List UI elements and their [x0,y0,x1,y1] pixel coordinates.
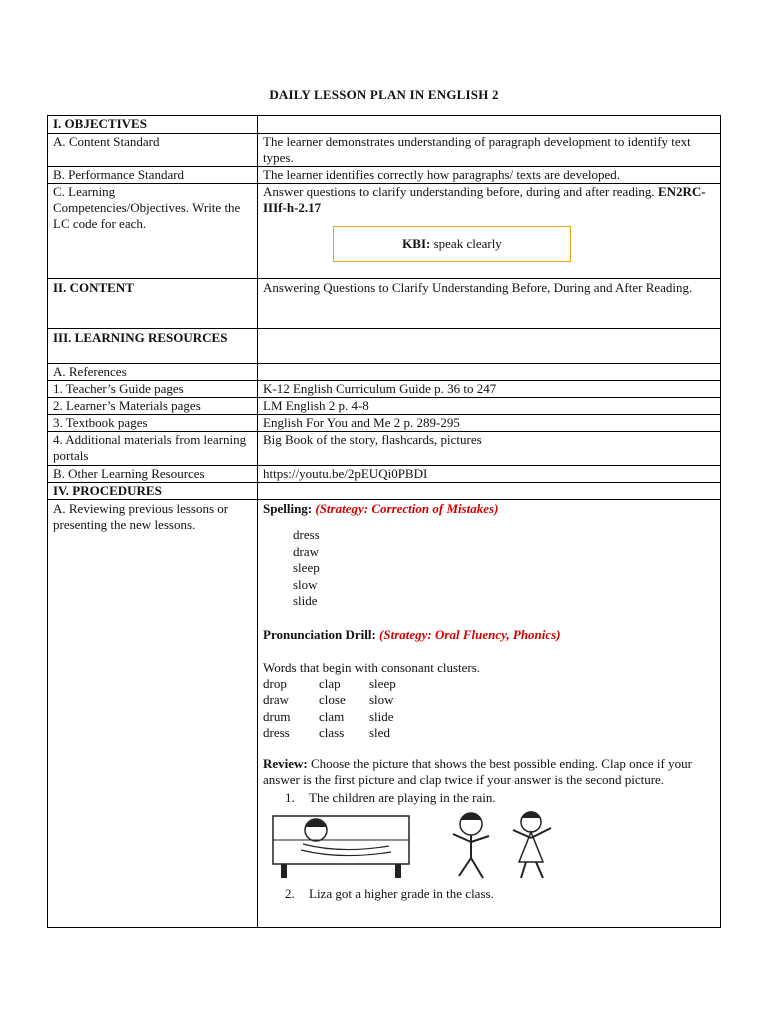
list-item: sleep [369,675,396,691]
kbi-label: KBI: [402,236,431,251]
document-title: DAILY LESSON PLAN IN ENGLISH 2 [269,87,499,102]
empty-cell [258,329,721,364]
table-row [48,500,721,928]
list-item: close [319,692,346,707]
empty-cell [258,364,721,381]
consonant-cluster-grid [263,676,715,742]
review-pictures [263,806,715,886]
table-row [48,167,721,184]
table-row [48,184,721,279]
list-item: dress [293,527,320,542]
competencies-value: Answer questions to clarify understanding before, during and after reading. [263,184,655,199]
learners-materials-value: LM English 2 p. 4-8 [258,398,721,415]
pronunciation-line [263,627,715,643]
spelling-label: Spelling: [263,501,313,516]
list-item: drum [263,708,291,724]
additional-materials-label: 4. Additional materials from learning portals [48,432,258,466]
pronunciation-intro: Words that begin with consonant clusters. [263,659,481,675]
spelling-strategy: (Strategy: Correction of Mistakes) [315,501,499,516]
table-row [48,116,721,134]
table-row [48,432,721,466]
list-item: sled [369,725,390,740]
list-item: draw [293,543,319,559]
review-paragraph [263,756,715,788]
reviewing-cell [258,500,721,928]
other-resources-link[interactable]: https://youtu.be/2pEUQi0PBDI [258,466,721,483]
textbook-value: English For You and Me 2 p. 289-295 [258,415,721,432]
lesson-plan-table [47,115,721,928]
spelling-line [263,501,715,517]
performance-standard-label: B. Performance Standard [48,167,258,184]
table-row [48,415,721,432]
children-dancing-picture [431,806,571,884]
review-text: Choose the picture that shows the best possible ending. Clap once if your answer is the first picture and clap twice if your answer is the second picture. [263,755,692,787]
learners-materials-label: 2. Learner’s Materials pages [48,398,258,415]
item-number: 1. [285,789,295,805]
table-row [48,279,721,329]
list-item: sleep [293,560,320,575]
references-label: A. References [48,364,258,381]
table-row [48,134,721,167]
other-resources-label: B. Other Learning Resources [48,466,258,483]
learning-resources-heading: III. LEARNING RESOURCES [48,329,258,364]
reviewing-label: A. Reviewing previous lessons or presenting the new lessons. [48,500,258,928]
list-item: draw [263,692,289,707]
item-number: 2. [285,885,295,901]
child-in-bed-picture [271,810,411,880]
list-item: class [319,725,345,740]
content-standard-label: A. Content Standard [48,134,258,167]
list-item: clam [319,708,345,724]
pronunciation-strategy: (Strategy: Oral Fluency, Phonics) [379,626,561,642]
table-row [48,398,721,415]
teachers-guide-value: K-12 English Curriculum Guide p. 36 to 247 [258,381,721,398]
list-item: slide [293,593,318,608]
list-item [285,886,715,902]
procedures-heading: IV. PROCEDURES [48,483,258,500]
additional-materials-value: Big Book of the story, flashcards, pictures [258,432,721,466]
competencies-label: C. Learning Competencies/Objectives. Write the LC code for each. [48,184,258,279]
pronunciation-label: Pronunciation Drill: [263,626,376,642]
empty-cell [258,483,721,500]
content-standard-value: The learner demonstrates understanding of paragraph development to identify text types. [258,134,721,167]
table-row [48,329,721,364]
list-item: slow [293,576,318,592]
list-item: drop [263,675,287,691]
competencies-cell [258,184,721,279]
content-value: Answering Questions to Clarify Understanding Before, During and After Reading. [258,279,721,329]
table-row [48,483,721,500]
item-text: The children are playing in the rain. [309,789,496,805]
item-text: Liza got a higher grade in the class. [309,885,494,901]
objectives-heading: I. OBJECTIVES [48,116,258,134]
table-row [48,381,721,398]
spelling-word-list [293,527,715,610]
list-item: clap [319,675,341,691]
list-item: slide [369,708,394,724]
list-item [285,790,715,806]
performance-standard-value: The learner identifies correctly how paragraphs/ texts are developed. [258,167,721,184]
list-item: slow [369,692,394,707]
kbi-text: speak clearly [433,236,502,251]
review-label: Review: [263,755,308,771]
empty-cell [258,116,721,134]
table-row [48,466,721,483]
content-heading: II. CONTENT [48,279,258,329]
teachers-guide-label: 1. Teacher’s Guide pages [48,381,258,398]
table-row [48,364,721,381]
textbook-label: 3. Textbook pages [48,415,258,432]
list-item: dress [263,725,290,740]
lc-code: EN2RC-IIIf-h-2.17 [263,184,706,215]
kbi-box [333,226,571,262]
